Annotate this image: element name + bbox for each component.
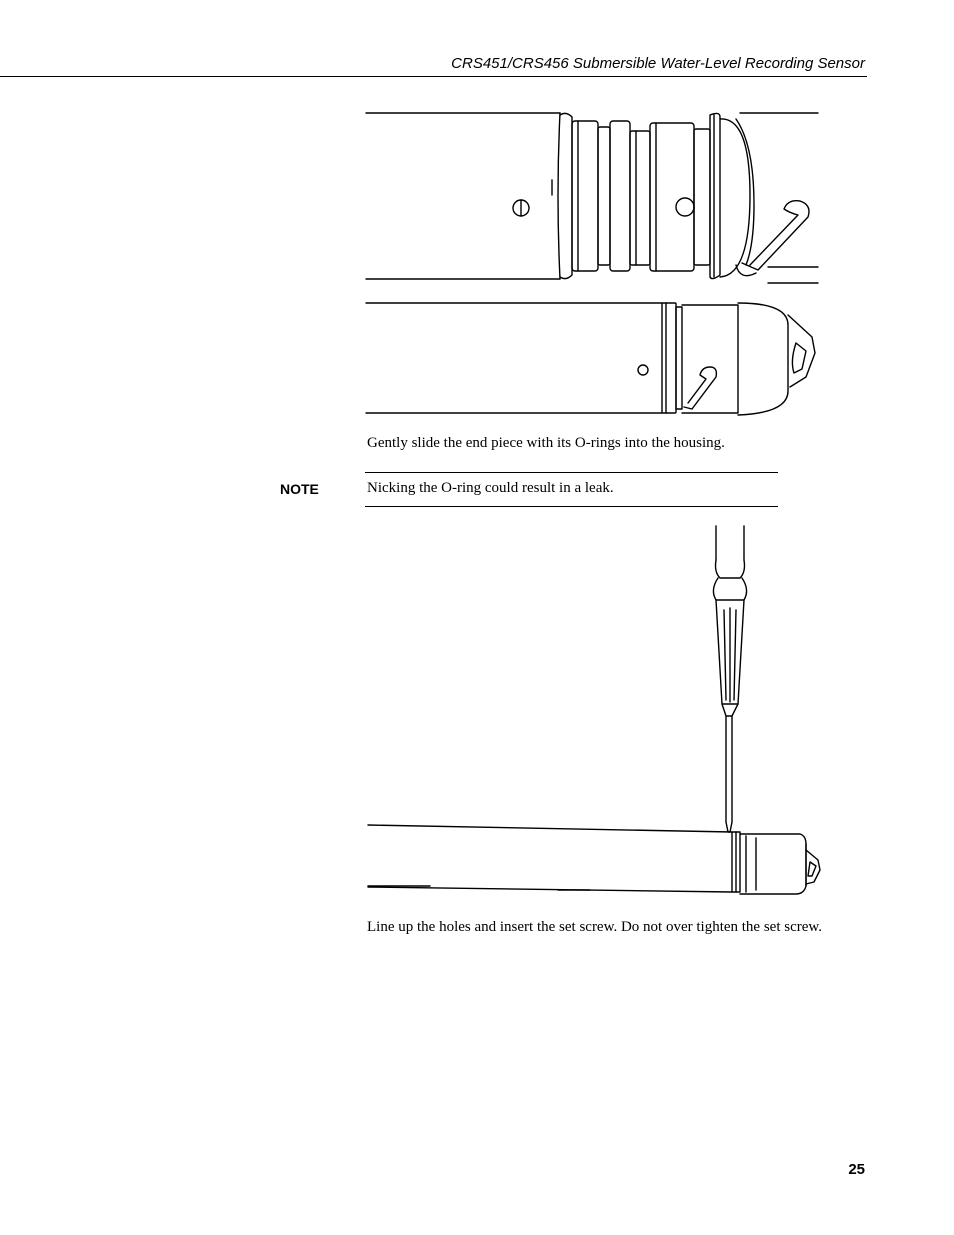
set-screw-instruction-caption: Line up the holes and insert the set screw. Do not over tighten the set screw. — [367, 919, 823, 935]
set-screw-insertion-figure — [360, 520, 840, 905]
note-top-rule — [365, 472, 778, 473]
note-label: NOTE — [280, 481, 319, 497]
page-number: 25 — [848, 1161, 865, 1178]
end-piece-alignment-figure — [360, 105, 830, 420]
note-bottom-rule — [365, 506, 778, 507]
slide-instruction-caption: Gently slide the end piece with its O-rings into the housing. — [367, 435, 725, 451]
header-rule — [0, 76, 867, 77]
note-text: Nicking the O-ring could result in a leak. — [367, 480, 614, 496]
running-header-title: CRS451/CRS456 Submersible Water-Level Recording Sensor — [451, 55, 865, 72]
